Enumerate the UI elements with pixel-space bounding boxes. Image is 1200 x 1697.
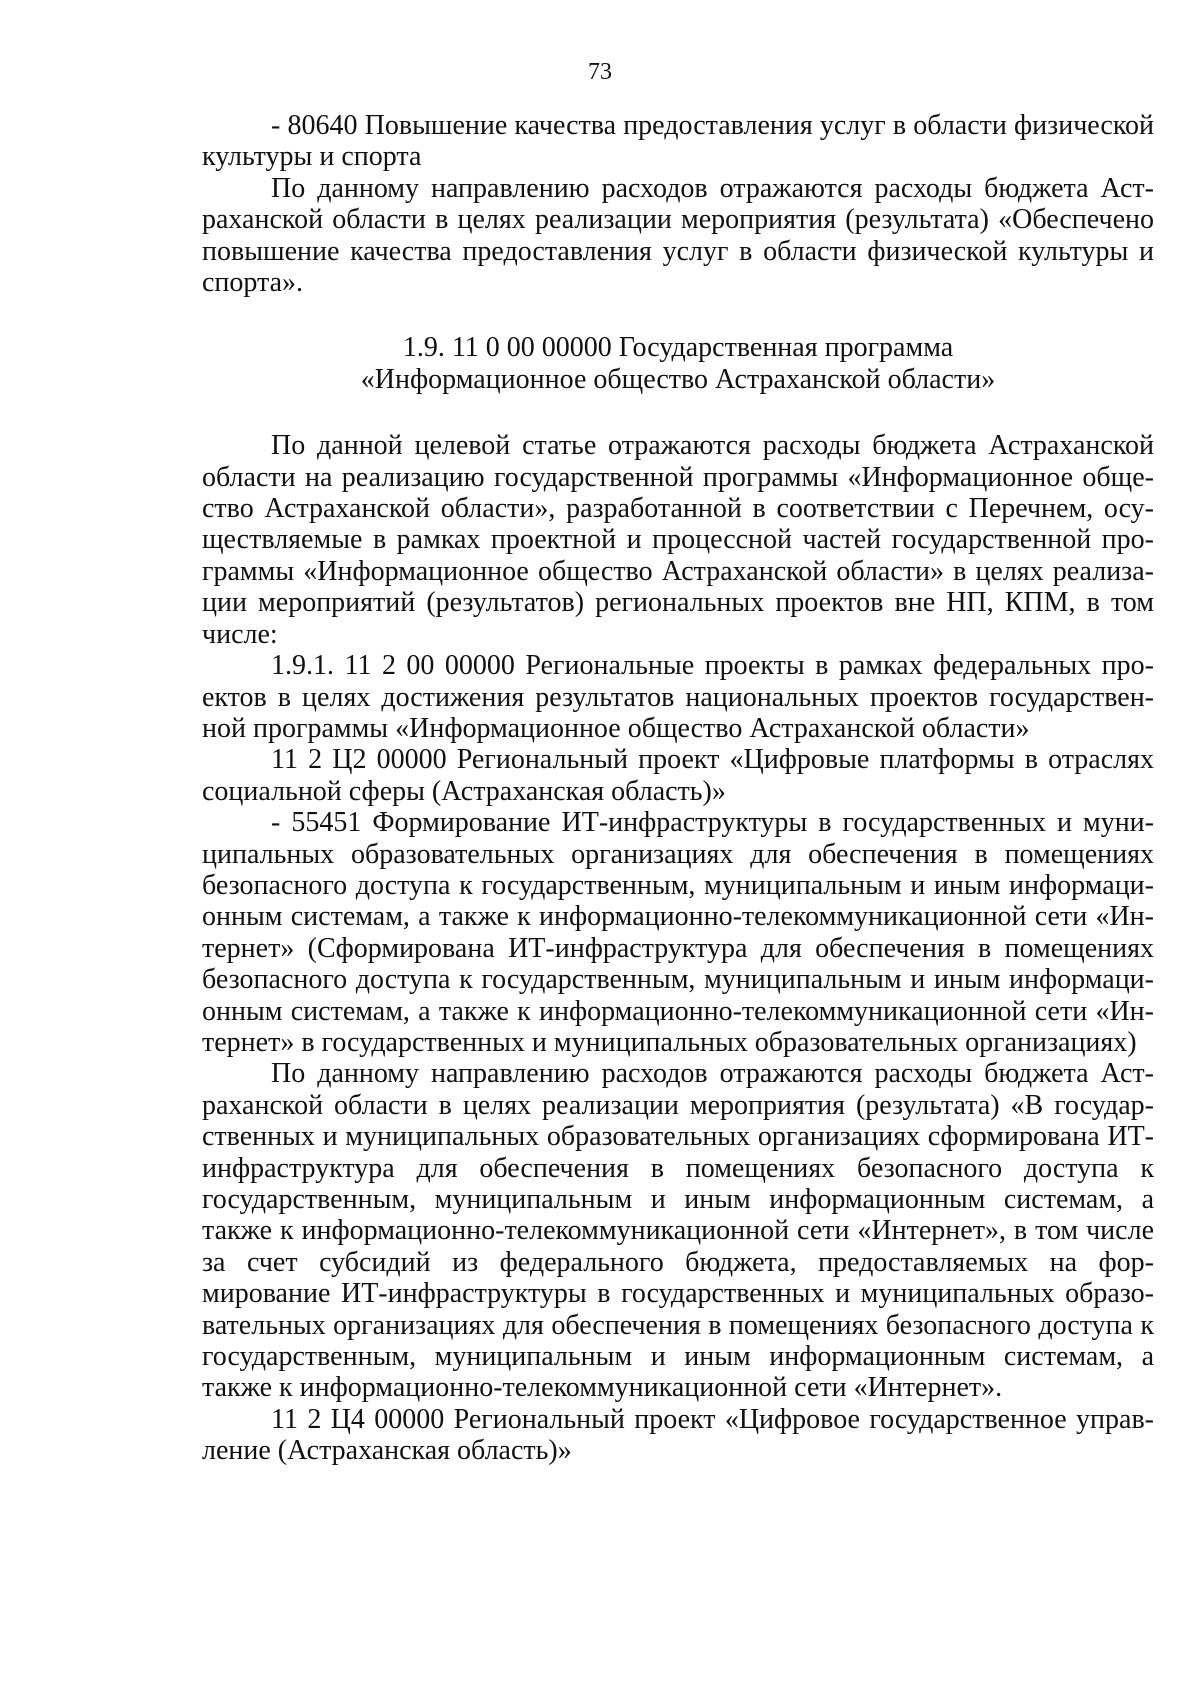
section-heading-line-1: 1.9. 11 0 00 00000 Государственная программа [402, 332, 954, 364]
section-heading-line-2: «Информационное общество Астраханской области» [360, 363, 996, 395]
paragraph-80640-item: - 80640 Повышение качества предоставления услуг в области физической культуры и спорта [202, 110, 1154, 173]
paragraph-55451-description: По данному направлению расходов отражаются расходы бюджета Астраханской области в целях реализации мероприятия (результата) «В государственных и муниципальных образовательных организациях сформирована ИТ-инфраструктура для обеспечения в помещениях безопасного доступа к государственным, муниципальным и иным информационным системам, а также к информационно-телекоммуникационной сети «Интернет», в том числе за счет субсидий из федерального бюджета, предоставляемых на формирование ИТ-инфраструктуры в государственных и муниципальных образовательных организациях для обеспечения в помещениях безопасного доступа к государственным, муниципальным и иным информационным системам, а также к информационно-телекоммуникационной сети «Интернет». [202, 1058, 1154, 1404]
paragraph-program-intro: По данной целевой статье отражаются расходы бюджета Астраханской области на реализацию государственной программы «Информационное общество Астраханской области», разработанной в соответствии с Перечнем, осуществляемые в рамках проектной и процессной частей государственной программы «Информационное общество Астраханской области» в целях реализации мероприятий (результатов) региональных проектов вне НП, КПМ, в том числе: [202, 430, 1154, 650]
paragraph-subsection-1-9-1: 1.9.1. 11 2 00 00000 Региональные проекты в рамках федеральных проектов в целях достижения результатов национальных проектов государственной программы «Информационное общество Астраханской области» [202, 650, 1154, 744]
page-content [202, 110, 1154, 1467]
section-heading [202, 332, 1154, 395]
paragraph-55451-item: - 55451 Формирование ИТ-инфраструктуры в государственных и муниципальных образовательных организациях для обеспечения в помещениях безопасного доступа к государственным, муниципальным и иным информационным системам, а также к информационно-телекоммуникационной сети «Интернет» (Сформирована ИТ-инфраструктура для обеспечения в помещениях безопасного доступа к государственным, муниципальным и иным информационным системам, а также к информационно-телекоммуникационной сети «Интернет» в государственных и муниципальных образовательных организациях) [202, 807, 1154, 1058]
paragraph-project-c2: 11 2 Ц2 00000 Региональный проект «Цифровые платформы в отраслях социальной сферы (Астраханская область)» [202, 744, 1154, 807]
paragraph-80640-description: По данному направлению расходов отражаются расходы бюджета Астраханской области в целях реализации мероприятия (результата) «Обеспечено повышение качества предоставления услуг в области физической культуры и спорта». [202, 172, 1154, 299]
page-number: 73 [588, 59, 612, 85]
paragraph-project-c4: 11 2 Ц4 00000 Региональный проект «Цифровое государственное управление (Астраханская область)» [202, 1403, 1154, 1467]
